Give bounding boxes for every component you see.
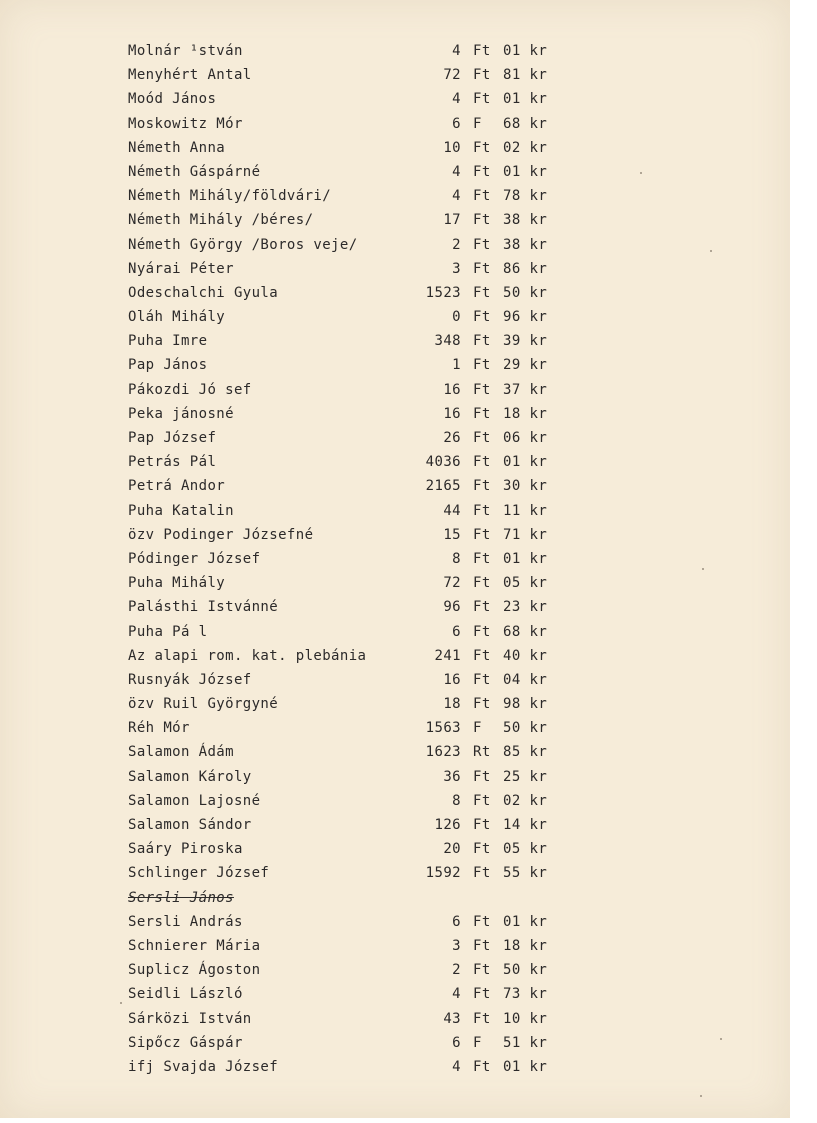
- ledger-amount-ft: 16: [443, 671, 461, 688]
- ledger-amount-kr: 02 kr: [503, 139, 548, 156]
- ledger-name: Pap János: [128, 357, 208, 374]
- ledger-unit-ft: Ft: [473, 188, 491, 205]
- ledger-name: özv Ruil Györgyné: [128, 696, 279, 713]
- ledger-name: Sersli András: [128, 913, 243, 930]
- ledger-amount-kr: 01 kr: [503, 913, 548, 930]
- ledger-row: [0, 39, 790, 63]
- ledger-unit-ft: Ft: [473, 357, 491, 374]
- ledger-amount-ft: 2: [452, 236, 461, 253]
- ledger-unit-ft: Ft: [473, 212, 491, 229]
- ledger-unit-ft: F: [473, 115, 482, 132]
- ledger-amount-kr: 14 kr: [503, 817, 548, 833]
- ledger-name: Németh György /Boros veje/: [128, 236, 358, 253]
- ledger-unit-ft: Ft: [473, 696, 491, 713]
- ledger-amount-ft: 8: [452, 792, 461, 809]
- ledger-amount-ft: 348: [434, 333, 461, 350]
- ledger-amount-kr: 68 kr: [503, 623, 548, 640]
- ledger-row: [0, 353, 790, 377]
- ledger-name: Oláh Mihály: [128, 309, 226, 326]
- ledger-amount-ft: 6: [452, 115, 461, 132]
- ledger-unit-ft: Ft: [473, 502, 491, 519]
- ledger-unit-ft: Ft: [473, 550, 491, 567]
- ledger-amount-kr: 85 kr: [503, 744, 548, 761]
- ledger-row: [0, 571, 790, 595]
- ledger-row: [0, 982, 790, 1006]
- ledger-amount-kr: 05 kr: [503, 841, 548, 858]
- ledger-amount-kr: 38 kr: [503, 212, 548, 229]
- ledger-unit-ft: F: [473, 1034, 482, 1051]
- ledger-unit-ft: Ft: [473, 599, 491, 616]
- ledger-name: Palásthi Istvánné: [128, 599, 279, 616]
- ledger-amount-kr: 02 kr: [503, 792, 548, 809]
- ledger-amount-ft: 17: [443, 212, 461, 229]
- ledger-amount-ft: 0: [452, 309, 461, 326]
- ledger-row: [0, 233, 790, 257]
- ledger-unit-ft: Ft: [473, 647, 491, 664]
- ledger-amount-ft: 4: [452, 1058, 461, 1075]
- ledger-amount-kr: 78 kr: [503, 188, 548, 205]
- ledger-name: Németh Gáspárné: [128, 163, 261, 180]
- ledger-name: Sersli János: [128, 889, 234, 906]
- ledger-name: Németh Mihály /béres/: [128, 212, 314, 229]
- ledger-unit-ft: Ft: [473, 841, 491, 858]
- ledger-row: [0, 765, 790, 789]
- ledger-unit-ft: Ft: [473, 478, 491, 495]
- ledger-amount-kr: 73 kr: [503, 986, 548, 1003]
- ledger-amount-kr: 10 kr: [503, 1010, 548, 1027]
- ledger-name: Az alapi rom. kat. plebánia: [128, 647, 367, 664]
- ledger-name: Pap József: [128, 430, 217, 446]
- ledger-row: [0, 595, 790, 619]
- ledger-unit-ft: Ft: [473, 67, 491, 84]
- ledger-row: [0, 813, 790, 837]
- ledger-amount-ft: 4: [452, 163, 461, 180]
- ledger-amount-ft: 8: [452, 550, 461, 567]
- ledger-name: özv Podinger Józsefné: [128, 526, 314, 543]
- ledger-unit-ft: Ft: [473, 309, 491, 326]
- ledger-row: [0, 837, 790, 861]
- ledger-row: [0, 184, 790, 208]
- ledger-amount-ft: 4036: [425, 454, 461, 471]
- ledger-amount-ft: 16: [443, 381, 461, 398]
- ledger-amount-kr: 01 kr: [503, 1058, 548, 1075]
- ledger-row: [0, 910, 790, 934]
- ledger-name: Suplicz Ágoston: [128, 962, 261, 979]
- paper-speck: [700, 1095, 702, 1097]
- ledger-name: Pódinger József: [128, 550, 261, 567]
- ledger-unit-ft: Ft: [473, 139, 491, 156]
- page-margin: [790, 0, 817, 1123]
- ledger-name: Puha Katalin: [128, 502, 234, 519]
- ledger-amount-ft: 3: [452, 937, 461, 954]
- ledger-name: Molnár ¹stván: [128, 43, 243, 59]
- ledger-amount-kr: 01 kr: [503, 163, 548, 180]
- ledger-amount-kr: 96 kr: [503, 309, 548, 326]
- ledger-name: Moskowitz Mór: [128, 115, 243, 132]
- ledger-row: [0, 789, 790, 813]
- ledger-amount-kr: 18 kr: [503, 405, 548, 422]
- ledger-name: Puha Mihály: [128, 575, 226, 592]
- ledger-unit-ft: Ft: [473, 817, 491, 833]
- ledger-row: [0, 87, 790, 111]
- ledger-amount-ft: 1: [452, 357, 461, 374]
- ledger-amount-ft: 26: [443, 430, 461, 446]
- ledger-unit-ft: Ft: [473, 454, 491, 471]
- ledger-amount-kr: 04 kr: [503, 671, 548, 688]
- ledger-unit-ft: Ft: [473, 937, 491, 954]
- ledger-amount-ft: 241: [434, 647, 461, 664]
- ledger-name: Salamon Lajosné: [128, 792, 261, 809]
- ledger-amount-kr: 50 kr: [503, 962, 548, 979]
- ledger-row: [0, 668, 790, 692]
- ledger-amount-ft: 16: [443, 405, 461, 422]
- ledger-row: [0, 740, 790, 764]
- ledger-amount-ft: 44: [443, 502, 461, 519]
- ledger-amount-kr: 71 kr: [503, 526, 548, 543]
- ledger-name: Menyhért Antal: [128, 67, 252, 84]
- ledger-row: [0, 1031, 790, 1055]
- ledger-amount-ft: 6: [452, 623, 461, 640]
- ledger-name: Salamon Ádám: [128, 744, 234, 761]
- ledger-amount-kr: 18 kr: [503, 937, 548, 954]
- ledger-unit-ft: Ft: [473, 163, 491, 180]
- ledger-amount-ft: 15: [443, 526, 461, 543]
- ledger-unit-ft: Ft: [473, 236, 491, 253]
- ledger-unit-ft: Rt: [473, 744, 491, 761]
- ledger-row: [0, 426, 790, 450]
- ledger-unit-ft: Ft: [473, 284, 491, 301]
- ledger-unit-ft: Ft: [473, 91, 491, 108]
- ledger-amount-kr: 51 kr: [503, 1034, 548, 1051]
- ledger-amount-kr: 68 kr: [503, 115, 548, 132]
- ledger-amount-ft: 18: [443, 696, 461, 713]
- ledger-amount-kr: 05 kr: [503, 575, 548, 592]
- ledger-amount-ft: 2: [452, 962, 461, 979]
- ledger-row: [0, 716, 790, 740]
- ledger-amount-ft: 36: [443, 768, 461, 785]
- ledger-unit-ft: Ft: [473, 333, 491, 350]
- ledger-row: [0, 692, 790, 716]
- ledger-amount-ft: 4: [452, 91, 461, 108]
- ledger-unit-ft: Ft: [473, 430, 491, 446]
- ledger-unit-ft: Ft: [473, 575, 491, 592]
- ledger-amount-kr: 38 kr: [503, 236, 548, 253]
- ledger-amount-kr: 50 kr: [503, 284, 548, 301]
- ledger-amount-kr: 01 kr: [503, 550, 548, 567]
- ledger-row: [0, 160, 790, 184]
- ledger-row: [0, 63, 790, 87]
- ledger-unit-ft: Ft: [473, 381, 491, 398]
- ledger-amount-kr: 11 kr: [503, 502, 548, 519]
- ledger-amount-ft: 1523: [425, 284, 461, 301]
- ledger-amount-kr: 29 kr: [503, 357, 548, 374]
- ledger-name: Sipőcz Gáspár: [128, 1034, 243, 1051]
- ledger-unit-ft: Ft: [473, 260, 491, 277]
- ledger-row: [0, 305, 790, 329]
- ledger-unit-ft: Ft: [473, 865, 491, 882]
- ledger-unit-ft: Ft: [473, 1058, 491, 1075]
- ledger-row: [0, 136, 790, 160]
- ledger-name: Petrás Pál: [128, 454, 217, 471]
- ledger-name: Réh Mór: [128, 720, 190, 737]
- ledger-unit-ft: Ft: [473, 405, 491, 422]
- ledger-name: Odeschalchi Gyula: [128, 284, 279, 301]
- ledger-amount-kr: 01 kr: [503, 454, 548, 471]
- ledger-row: [0, 378, 790, 402]
- ledger-row: [0, 499, 790, 523]
- ledger-amount-kr: 39 kr: [503, 333, 548, 350]
- ledger-name: Moód János: [128, 91, 217, 108]
- ledger-amount-kr: 98 kr: [503, 696, 548, 713]
- ledger-amount-kr: 40 kr: [503, 647, 548, 664]
- ledger-row: [0, 1007, 790, 1031]
- ledger-amount-ft: 43: [443, 1010, 461, 1027]
- ledger-row: [0, 208, 790, 232]
- ledger-amount-ft: 2165: [425, 478, 461, 495]
- ledger-row: [0, 402, 790, 426]
- ledger-amount-ft: 20: [443, 841, 461, 858]
- ledger-amount-kr: 30 kr: [503, 478, 548, 495]
- ledger-amount-ft: 6: [452, 1034, 461, 1051]
- ledger-amount-ft: 72: [443, 575, 461, 592]
- ledger-name: Németh Mihály/földvári/: [128, 188, 332, 205]
- ledger-name: Puha Imre: [128, 333, 208, 350]
- ledger-amount-ft: 1592: [425, 865, 461, 882]
- ledger-name: Peka jánosné: [128, 405, 234, 422]
- ledger-amount-kr: 23 kr: [503, 599, 548, 616]
- ledger-row: [0, 523, 790, 547]
- ledger-row: [0, 934, 790, 958]
- ledger-row: [0, 450, 790, 474]
- ledger-name: Németh Anna: [128, 139, 226, 156]
- ledger-amount-ft: 1563: [425, 720, 461, 737]
- ledger-amount-kr: 55 kr: [503, 865, 548, 882]
- ledger-list: [0, 39, 790, 1079]
- ledger-row: [0, 112, 790, 136]
- ledger-amount-ft: 10: [443, 139, 461, 156]
- ledger-unit-ft: Ft: [473, 986, 491, 1003]
- ledger-amount-kr: 01 kr: [503, 43, 548, 59]
- ledger-amount-ft: 4: [452, 43, 461, 59]
- ledger-amount-ft: 72: [443, 67, 461, 84]
- ledger-amount-kr: 86 kr: [503, 260, 548, 277]
- ledger-name: ifj Svajda József: [128, 1058, 279, 1075]
- ledger-name: Rusnyák József: [128, 671, 252, 688]
- ledger-unit-ft: F: [473, 720, 482, 737]
- ledger-amount-ft: 6: [452, 913, 461, 930]
- ledger-name: Nyárai Péter: [128, 260, 234, 277]
- ledger-unit-ft: Ft: [473, 768, 491, 785]
- ledger-row: [0, 547, 790, 571]
- ledger-unit-ft: Ft: [473, 1010, 491, 1027]
- ledger-unit-ft: Ft: [473, 913, 491, 930]
- ledger-unit-ft: Ft: [473, 43, 491, 59]
- ledger-row: [0, 886, 790, 910]
- ledger-amount-ft: 4: [452, 986, 461, 1003]
- ledger-unit-ft: Ft: [473, 671, 491, 688]
- ledger-amount-kr: 01 kr: [503, 91, 548, 108]
- ledger-amount-ft: 3: [452, 260, 461, 277]
- ledger-row: [0, 257, 790, 281]
- ledger-name: Petrá Andor: [128, 478, 226, 495]
- ledger-amount-ft: 126: [434, 817, 461, 833]
- ledger-name: Saáry Piroska: [128, 841, 243, 858]
- ledger-row: [0, 861, 790, 885]
- ledger-row: [0, 620, 790, 644]
- ledger-unit-ft: Ft: [473, 962, 491, 979]
- ledger-amount-ft: 4: [452, 188, 461, 205]
- ledger-name: Pákozdi Jó sef: [128, 381, 252, 398]
- ledger-name: Seidli László: [128, 986, 243, 1003]
- ledger-unit-ft: Ft: [473, 623, 491, 640]
- ledger-unit-ft: Ft: [473, 792, 491, 809]
- ledger-row: [0, 329, 790, 353]
- ledger-name: Sárközi István: [128, 1010, 252, 1027]
- ledger-amount-kr: 37 kr: [503, 381, 548, 398]
- ledger-amount-kr: 06 kr: [503, 430, 548, 446]
- ledger-row: [0, 958, 790, 982]
- ledger-name: Puha Pá l: [128, 623, 208, 640]
- ledger-name: Salamon Sándor: [128, 817, 252, 833]
- ledger-row: [0, 474, 790, 498]
- ledger-name: Salamon Károly: [128, 768, 252, 785]
- ledger-amount-kr: 50 kr: [503, 720, 548, 737]
- ledger-amount-kr: 25 kr: [503, 768, 548, 785]
- ledger-name: Schlinger József: [128, 865, 270, 882]
- ledger-row: [0, 281, 790, 305]
- ledger-row: [0, 1055, 790, 1079]
- ledger-row: [0, 644, 790, 668]
- ledger-amount-ft: 96: [443, 599, 461, 616]
- ledger-name: Schnierer Mária: [128, 937, 261, 954]
- ledger-unit-ft: Ft: [473, 526, 491, 543]
- ledger-amount-kr: 81 kr: [503, 67, 548, 84]
- ledger-amount-ft: 1623: [425, 744, 461, 761]
